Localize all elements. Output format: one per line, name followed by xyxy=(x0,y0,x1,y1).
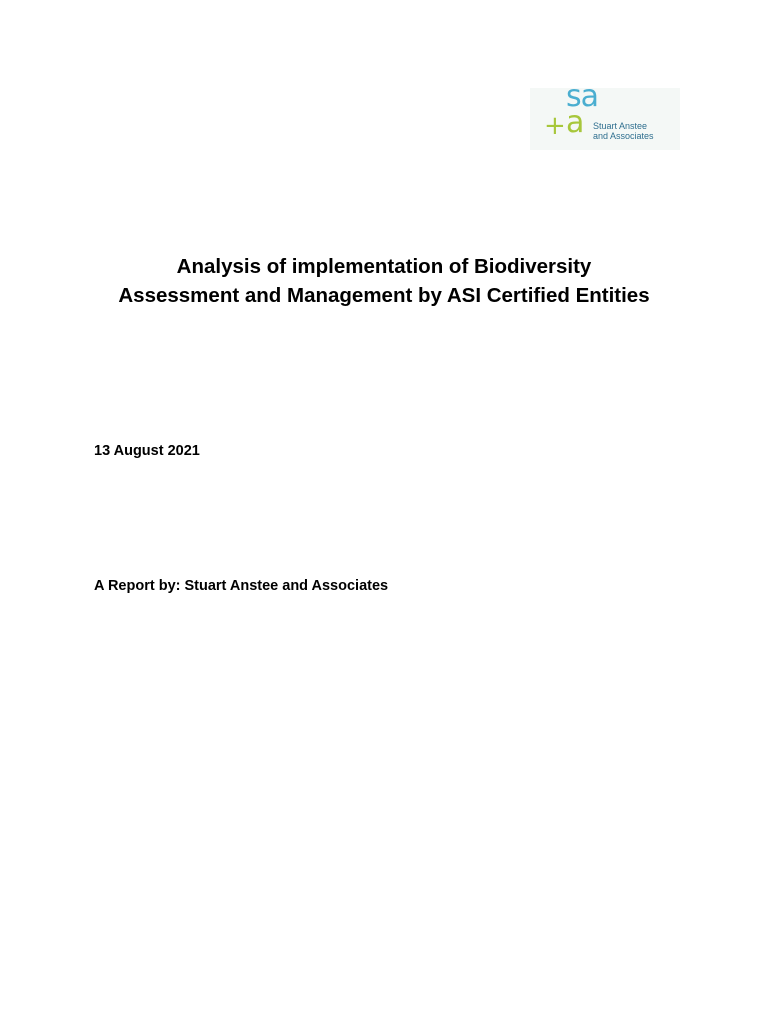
title-line-1: Analysis of implementation of Biodiversity xyxy=(176,255,592,278)
logo-company-name xyxy=(593,121,654,141)
company-logo xyxy=(530,79,680,150)
logo-mark-plus: + xyxy=(544,111,566,141)
document-author: A Report by: Stuart Anstee and Associates xyxy=(94,578,389,594)
logo-name-line2: and Associates xyxy=(593,131,654,141)
document-title xyxy=(0,252,768,310)
title-line-2: Assessment and Management by ASI Certified Entities xyxy=(118,284,650,307)
document-date: 13 August 2021 xyxy=(94,443,200,459)
logo-name-line1: Stuart Anstee xyxy=(593,121,648,131)
logo-mark-sa: sa xyxy=(566,79,599,114)
logo-mark-a: a xyxy=(566,105,585,140)
